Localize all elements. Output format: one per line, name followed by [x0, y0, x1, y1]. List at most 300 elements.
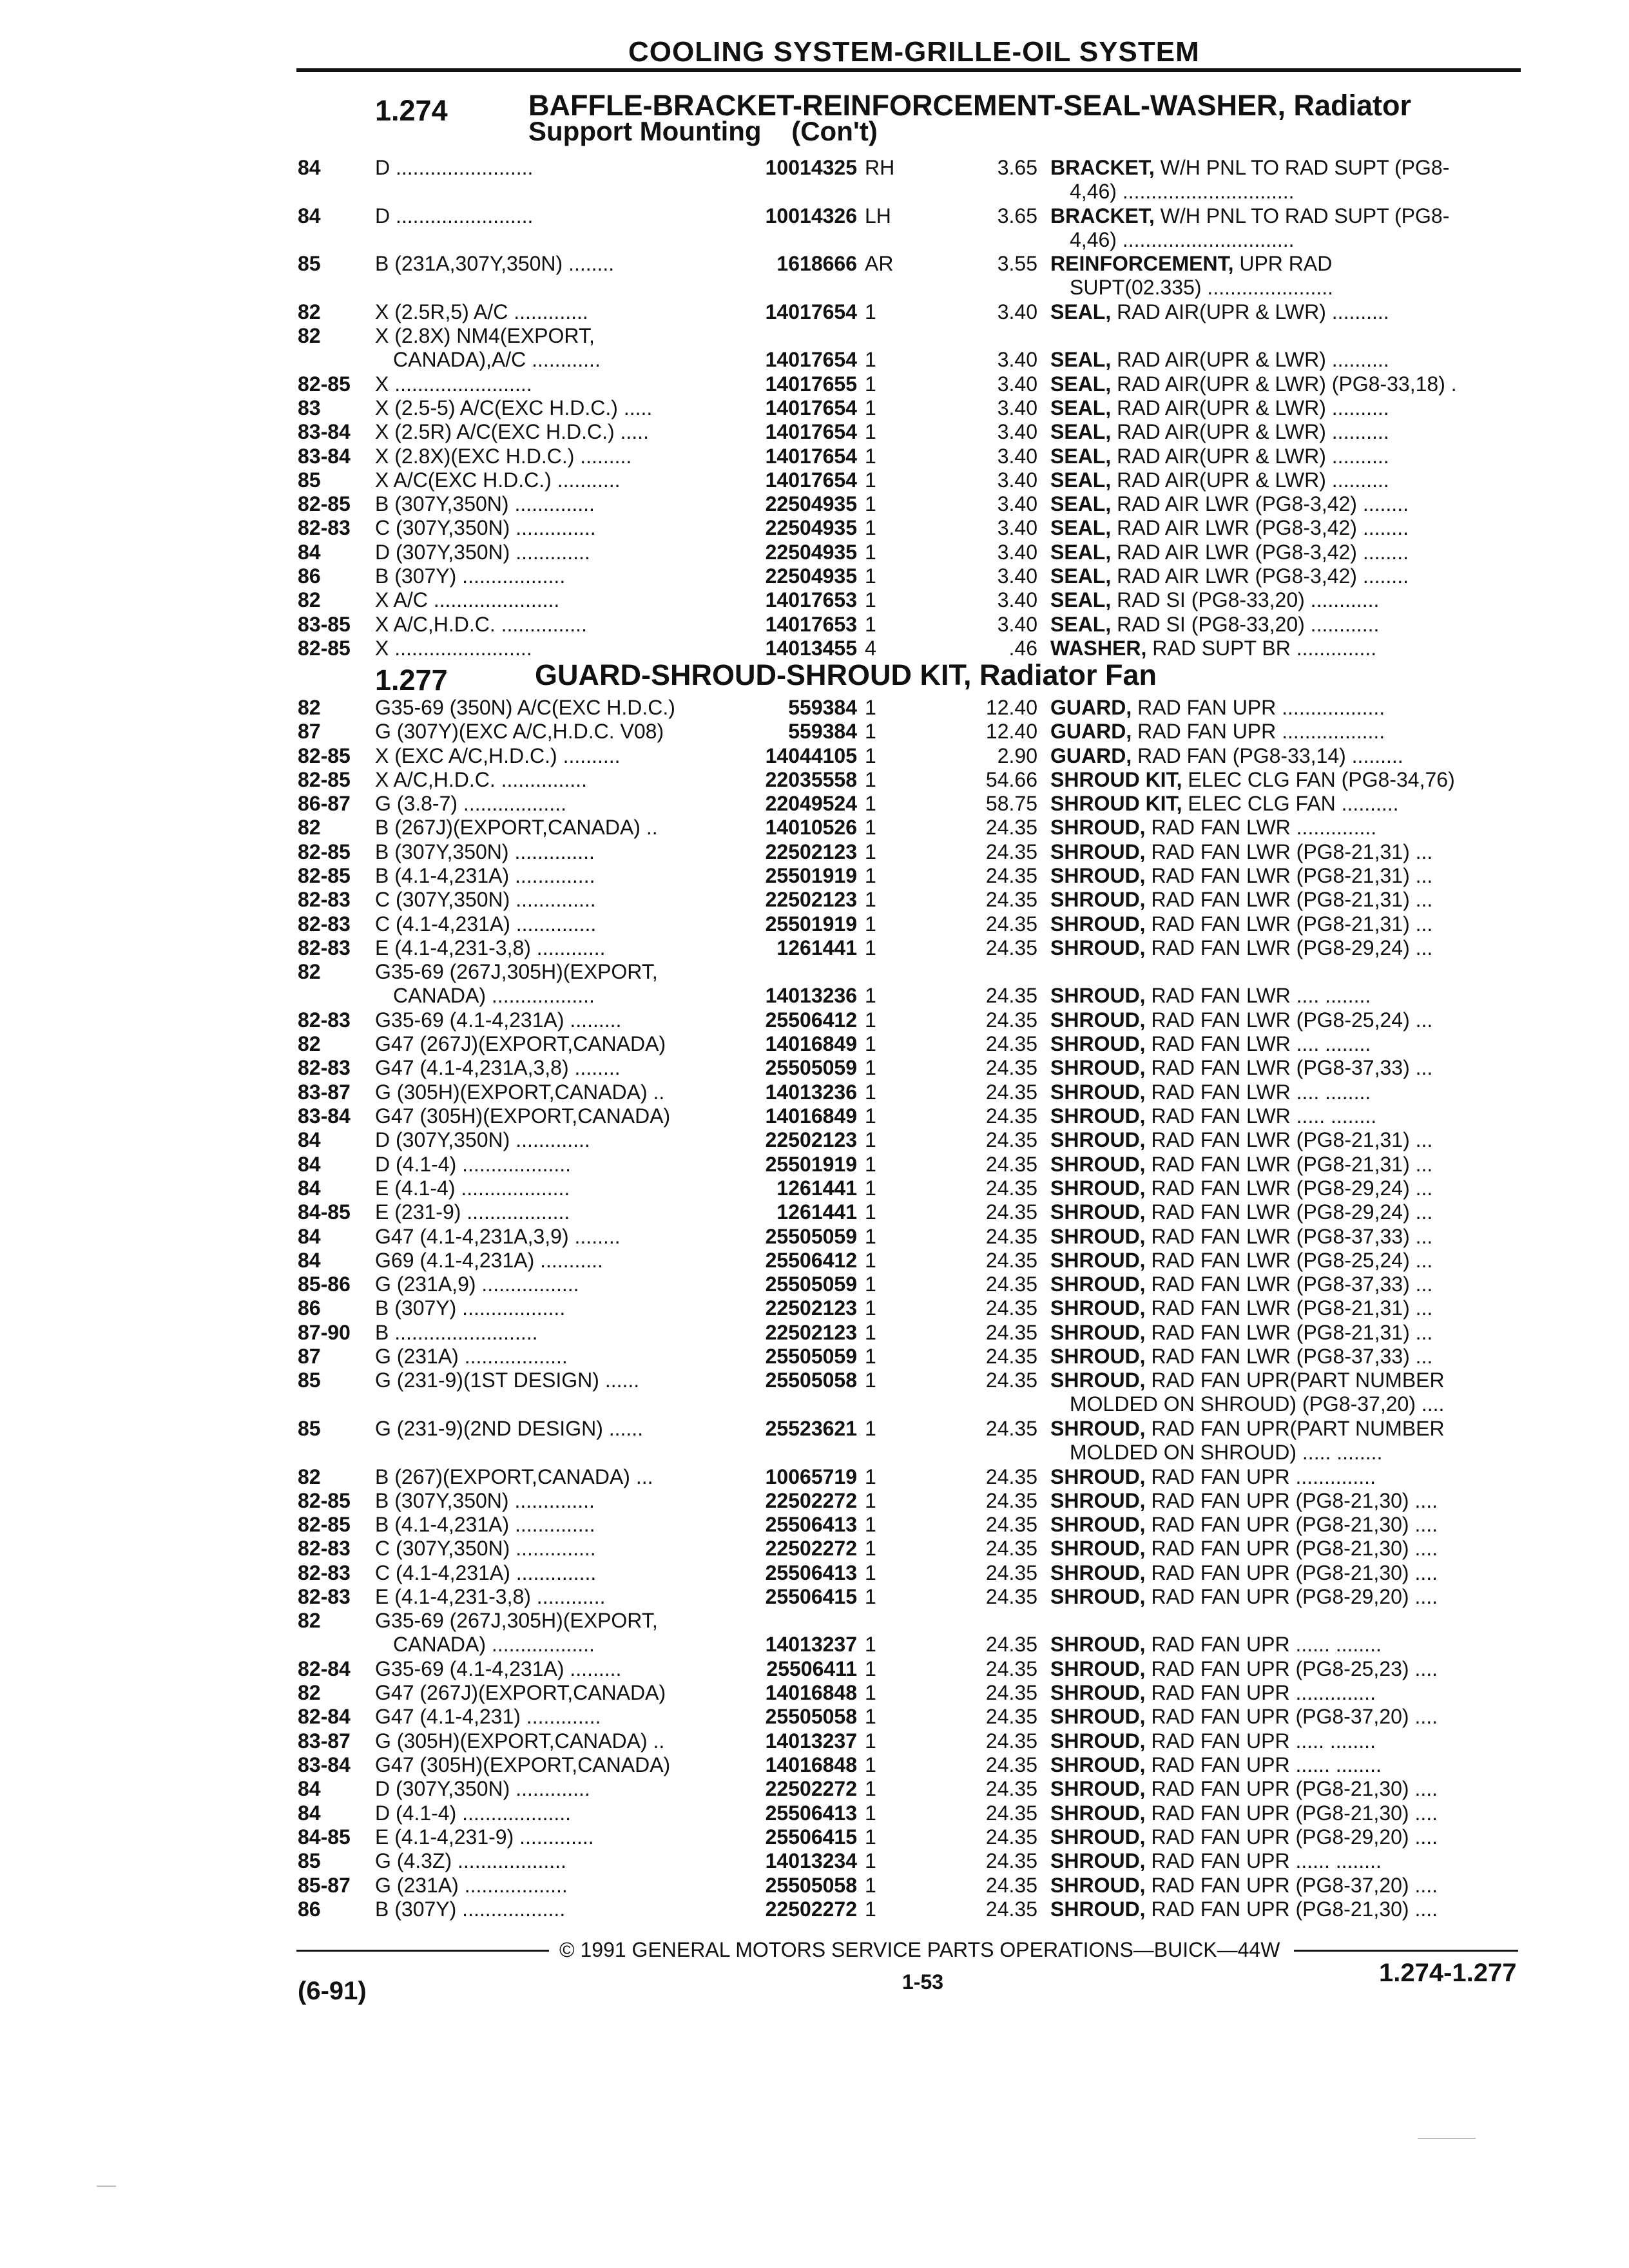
price: 24.35: [985, 1849, 1037, 1873]
body-engine-description: [375, 1128, 736, 1152]
part-name-detail: RAD FAN UPR (PG8-25,23) ....: [1145, 1657, 1438, 1680]
quantity: 1: [865, 1897, 876, 1921]
price: 3.40: [997, 468, 1037, 492]
part-name-detail: RAD FAN UPR(PART NUMBER: [1145, 1369, 1445, 1392]
part-name: [1050, 768, 1521, 792]
part-number: 22502123: [765, 840, 857, 863]
price: 24.35: [985, 1008, 1037, 1032]
description-line: D (307Y,350N) .............: [375, 1128, 590, 1152]
part-name: [1050, 1753, 1521, 1777]
part-name-main: SHROUD,: [1050, 864, 1146, 888]
part-name-main: SEAL,: [1050, 468, 1112, 492]
description-line: G (305H)(EXPORT,CANADA) ..: [375, 1080, 665, 1104]
part-name-continuation: MOLDED ON SHROUD) (PG8-37,20) ....: [1070, 1392, 1445, 1416]
model-year: 82-83: [298, 1537, 351, 1561]
part-name-detail: RAD FAN UPR (PG8-29,20) ....: [1145, 1825, 1438, 1849]
part-name: [1050, 348, 1521, 372]
price: 24.35: [985, 1224, 1037, 1248]
part-name: [1050, 252, 1521, 300]
part-name-detail: RAD FAN UPR (PG8-21,30) ....: [1145, 1561, 1438, 1584]
footer-section-range: 1.274-1.277: [1379, 1959, 1517, 1987]
part-name-main: SEAL,: [1050, 540, 1112, 564]
part-name-main: SHROUD,: [1050, 1465, 1146, 1488]
footer-rule-right: [1294, 1950, 1518, 1952]
part-number: 25505059: [765, 1345, 857, 1369]
table-row: [0, 1104, 1629, 1128]
part-name-detail: RAD FAN LWR (PG8-37,33) ...: [1145, 1273, 1433, 1296]
quantity: 1: [865, 792, 876, 816]
body-engine-description: [375, 1609, 736, 1657]
section-title: GUARD-SHROUD-SHROUD KIT, Radiator Fan: [535, 658, 1157, 691]
body-engine-description: [375, 445, 736, 468]
part-name-main: SHROUD,: [1050, 816, 1146, 840]
part-name-main: SHROUD,: [1050, 1488, 1146, 1512]
quantity: 1: [865, 912, 876, 936]
price: 24.35: [985, 1273, 1037, 1296]
part-name-main: SHROUD,: [1050, 1080, 1146, 1104]
price: 24.35: [985, 1537, 1037, 1561]
price: 3.40: [997, 612, 1037, 636]
quantity: 1: [865, 984, 876, 1008]
quantity: 1: [865, 1681, 876, 1705]
price: 3.40: [997, 492, 1037, 516]
model-year: 82: [298, 696, 321, 719]
price: 3.40: [997, 540, 1037, 564]
part-name-detail: RAD FAN UPR (PG8-21,30) ....: [1145, 1777, 1438, 1801]
part-name-main: SHROUD,: [1050, 1873, 1146, 1897]
table-row: [0, 1417, 1629, 1465]
price: 24.35: [985, 1200, 1037, 1224]
body-engine-description: [375, 1153, 736, 1177]
table-row: [0, 1032, 1629, 1056]
part-name: [1050, 1705, 1521, 1729]
quantity: 1: [865, 1488, 876, 1512]
table-row: [0, 864, 1629, 888]
body-engine-description: [375, 864, 736, 888]
description-line: X ........................: [375, 636, 532, 660]
part-number: 14017654: [765, 348, 857, 372]
part-name: [1050, 204, 1521, 252]
part-number: 10014325: [765, 156, 857, 179]
table-row: [0, 1008, 1629, 1032]
description-line: X A/C(EXC H.D.C.) ...........: [375, 468, 621, 492]
part-name-main: SHROUD,: [1050, 1897, 1146, 1921]
part-name: [1050, 1249, 1521, 1273]
quantity: 1: [865, 1080, 876, 1104]
quantity: AR: [865, 252, 894, 276]
part-name-detail: RAD FAN UPR ..............: [1145, 1465, 1376, 1488]
part-name: [1050, 1537, 1521, 1561]
table-row: [0, 1153, 1629, 1177]
quantity: 1: [865, 1465, 876, 1488]
table-row: [0, 1609, 1629, 1657]
part-number: 14013455: [765, 636, 857, 660]
part-number: 22504935: [765, 540, 857, 564]
quantity: 1: [865, 468, 876, 492]
part-name-detail: ELEC CLG FAN ..........: [1182, 792, 1399, 816]
part-number: 14016848: [765, 1681, 857, 1705]
part-name-main: SHROUD,: [1050, 1753, 1146, 1777]
description-line: B (307Y) ..................: [375, 1897, 566, 1921]
body-engine-description: [375, 912, 736, 936]
part-name: [1050, 1177, 1521, 1200]
body-engine-description: [375, 204, 736, 228]
part-name: [1050, 1153, 1521, 1177]
table-row: [0, 912, 1629, 936]
body-engine-description: [375, 1273, 736, 1296]
body-engine-description: [375, 768, 736, 792]
part-name: [1050, 1561, 1521, 1585]
part-number: 10014326: [765, 204, 857, 227]
part-number: 14017654: [765, 420, 857, 444]
part-name-detail: W/H PNL TO RAD SUPT (PG8-: [1154, 156, 1450, 179]
part-name-detail: RAD FAN UPR (PG8-37,20) ....: [1145, 1873, 1438, 1897]
page-header-title: COOLING SYSTEM-GRILLE-OIL SYSTEM: [628, 36, 1200, 68]
body-engine-description: [375, 324, 736, 372]
body-engine-description: [375, 1657, 736, 1681]
price: 24.35: [985, 1296, 1037, 1320]
part-number: 14013237: [765, 1633, 857, 1657]
quantity: 1: [865, 1561, 876, 1584]
part-name: [1050, 1633, 1521, 1657]
model-year: 82-85: [298, 372, 351, 396]
part-name-detail: RAD AIR LWR (PG8-3,42) ........: [1111, 540, 1409, 564]
model-year: 82: [298, 1609, 321, 1633]
part-name-main: SHROUD,: [1050, 984, 1146, 1008]
part-name-continuation: 4,46) ..............................: [1070, 227, 1295, 251]
part-name-main: SHROUD,: [1050, 840, 1146, 863]
part-name-main: SHROUD,: [1050, 1273, 1146, 1296]
part-name: [1050, 420, 1521, 444]
price: 24.35: [985, 1705, 1037, 1729]
price: 3.40: [997, 444, 1037, 468]
part-name: [1050, 1273, 1521, 1296]
body-engine-description: [375, 300, 736, 324]
description-line: B (4.1-4,231A) ..............: [375, 1513, 595, 1537]
description-line: D (4.1-4) ...................: [375, 1801, 572, 1825]
price: 24.35: [985, 984, 1037, 1008]
description-line: E (4.1-4,231-3,8) ............: [375, 1584, 606, 1608]
description-line: G (231-9)(2ND DESIGN) ......: [375, 1416, 644, 1440]
part-name-main: SEAL,: [1050, 588, 1112, 612]
part-name: [1050, 792, 1521, 816]
part-number: 559384: [788, 720, 857, 744]
part-name-detail: RAD FAN LWR .... ........: [1145, 1032, 1371, 1056]
part-name-detail: RAD FAN LWR ..... ........: [1145, 1104, 1377, 1128]
table-row: [0, 637, 1629, 660]
part-name-detail: RAD AIR(UPR & LWR) ..........: [1111, 348, 1389, 372]
table-row: [0, 1056, 1629, 1080]
model-year: 82: [298, 1681, 321, 1705]
table-row: [0, 1321, 1629, 1345]
part-name: [1050, 1489, 1521, 1513]
price: .46: [1008, 636, 1037, 660]
part-number: 25506412: [765, 1248, 857, 1272]
part-name: [1050, 888, 1521, 912]
table-row: [0, 744, 1629, 768]
part-name-main: REINFORCEMENT,: [1050, 252, 1234, 276]
price: 3.40: [997, 372, 1037, 396]
price: 24.35: [985, 840, 1037, 863]
part-name-detail: W/H PNL TO RAD SUPT (PG8-: [1154, 204, 1450, 227]
part-name-detail: RAD FAN UPR ..... ........: [1145, 1729, 1376, 1753]
parts-table-section-2: [0, 696, 1629, 1921]
part-name: [1050, 637, 1521, 660]
model-year: 82-85: [298, 1513, 351, 1537]
part-name-main: BRACKET,: [1050, 204, 1155, 227]
model-year: 83-84: [298, 1104, 351, 1128]
part-name-detail: RAD FAN LWR (PG8-29,24) ...: [1145, 1176, 1433, 1200]
part-number: 559384: [788, 696, 857, 719]
part-name: [1050, 1369, 1521, 1416]
body-engine-description: [375, 1225, 736, 1249]
model-year: 85-86: [298, 1273, 351, 1296]
description-line: B (267J)(EXPORT,CANADA) ..: [375, 816, 658, 840]
part-number: 25505059: [765, 1224, 857, 1248]
part-name: [1050, 1345, 1521, 1369]
part-name-detail: RAD FAN UPR (PG8-21,30) ....: [1145, 1488, 1438, 1512]
part-number: 25506413: [765, 1561, 857, 1584]
part-number: 22049524: [765, 792, 857, 816]
price: 24.35: [985, 1128, 1037, 1152]
part-name: [1050, 816, 1521, 840]
table-row: [0, 204, 1629, 253]
quantity: 1: [865, 1224, 876, 1248]
description-line: G47 (4.1-4,231A,3,8) ........: [375, 1056, 621, 1080]
table-row: [0, 252, 1629, 300]
part-name-continuation: MOLDED ON SHROUD) ..... ........: [1070, 1440, 1383, 1464]
part-name-main: WASHER,: [1050, 636, 1147, 660]
body-engine-description: [375, 960, 736, 1008]
model-year: 87: [298, 720, 321, 744]
part-number: 22502123: [765, 1296, 857, 1320]
price: 3.40: [997, 516, 1037, 540]
part-name-main: SHROUD,: [1050, 912, 1146, 936]
part-name-main: SHROUD,: [1050, 1801, 1146, 1825]
part-name-detail: RAD FAN UPR ...... ........: [1145, 1633, 1382, 1657]
part-name-detail: RAD FAN (PG8-33,14) .........: [1132, 744, 1403, 767]
part-name: [1050, 744, 1521, 768]
part-name-detail: RAD FAN LWR (PG8-21,31) ...: [1145, 1320, 1433, 1344]
part-number: 25505058: [765, 1705, 857, 1729]
part-name: [1050, 445, 1521, 468]
part-name: [1050, 372, 1521, 396]
table-row: [0, 588, 1629, 612]
part-number: 25506412: [765, 1008, 857, 1032]
body-engine-description: [375, 1081, 736, 1104]
description-line: G35-69 (267J,305H)(EXPORT,: [375, 960, 658, 984]
body-engine-description: [375, 1537, 736, 1561]
quantity: 1: [865, 1032, 876, 1056]
section-number: 1.274: [375, 94, 448, 127]
part-number: 25501919: [765, 864, 857, 888]
body-engine-description: [375, 888, 736, 912]
table-row: [0, 1273, 1629, 1296]
table-row: [0, 1489, 1629, 1513]
part-name-detail: RAD AIR(UPR & LWR) ..........: [1111, 420, 1389, 444]
description-line: D (4.1-4) ...................: [375, 1152, 572, 1176]
part-name-detail: RAD FAN UPR ...... ........: [1145, 1849, 1382, 1873]
part-name-main: SHROUD,: [1050, 1104, 1146, 1128]
price: 24.35: [985, 864, 1037, 888]
part-name-main: SHROUD,: [1050, 1248, 1146, 1272]
description-line: B (231A,307Y,350N) ........: [375, 252, 615, 276]
quantity: RH: [865, 156, 895, 179]
footer-rule-left: [296, 1950, 549, 1952]
price: 3.40: [997, 348, 1037, 372]
description-line-2: CANADA) ..................: [393, 984, 595, 1008]
part-name-main: SHROUD KIT,: [1050, 792, 1182, 816]
model-year: 85: [298, 1849, 321, 1873]
part-name: [1050, 1321, 1521, 1345]
part-name: [1050, 468, 1521, 492]
table-row: [0, 324, 1629, 372]
part-name-detail: UPR RAD: [1233, 252, 1333, 276]
part-number: 14017653: [765, 588, 857, 612]
part-name-main: SHROUD,: [1050, 1176, 1146, 1200]
quantity: 1: [865, 696, 876, 719]
part-name-detail: RAD FAN LWR (PG8-29,24) ...: [1145, 936, 1433, 959]
part-name-main: SHROUD,: [1050, 1849, 1146, 1873]
part-number: 25523621: [765, 1416, 857, 1440]
model-year: 86: [298, 1296, 321, 1320]
body-engine-description: [375, 541, 736, 564]
table-row: [0, 1177, 1629, 1200]
price: 24.35: [985, 1104, 1037, 1128]
quantity: 1: [865, 720, 876, 744]
price: 24.35: [985, 1873, 1037, 1897]
description-line: D ........................: [375, 156, 534, 179]
model-year: 84: [298, 1777, 321, 1801]
quantity: 1: [865, 1152, 876, 1176]
description-line: G35-69 (350N) A/C(EXC H.D.C.): [375, 696, 675, 719]
part-name: [1050, 588, 1521, 612]
part-name: [1050, 300, 1521, 324]
parts-table-section-1: [0, 156, 1629, 660]
price: 24.35: [985, 1897, 1037, 1921]
price: 24.35: [985, 1488, 1037, 1512]
part-number: 14013237: [765, 1729, 857, 1753]
table-row: [0, 1200, 1629, 1224]
part-name-detail: RAD SI (PG8-33,20) ............: [1111, 612, 1380, 636]
part-name-main: SHROUD KIT,: [1050, 767, 1182, 791]
part-name-main: SHROUD,: [1050, 1008, 1146, 1032]
quantity: 1: [865, 888, 876, 912]
part-number: 14017654: [765, 468, 857, 492]
price: 24.35: [985, 1416, 1037, 1440]
body-engine-description: [375, 1200, 736, 1224]
description-line: G35-69 (4.1-4,231A) .........: [375, 1008, 622, 1032]
part-name-detail: RAD FAN LWR (PG8-29,24) ...: [1145, 1200, 1433, 1224]
description-line: X (2.8X) NM4(EXPORT,: [375, 324, 595, 348]
body-engine-description: [375, 840, 736, 864]
model-year: 82-83: [298, 1008, 351, 1032]
description-line: C (307Y,350N) ..............: [375, 516, 596, 540]
part-number: 22502272: [765, 1777, 857, 1801]
table-row: [0, 1249, 1629, 1273]
description-line: G69 (4.1-4,231A) ...........: [375, 1248, 603, 1272]
part-name-detail: RAD FAN LWR .... ........: [1145, 1080, 1371, 1104]
model-year: 82-85: [298, 767, 351, 791]
price: 24.35: [985, 1465, 1037, 1488]
description-line: G (231A,9) .................: [375, 1273, 579, 1296]
price: 24.35: [985, 888, 1037, 912]
quantity: 1: [865, 1753, 876, 1777]
part-number: 10065719: [765, 1465, 857, 1488]
body-engine-description: [375, 1465, 736, 1489]
part-name: [1050, 1802, 1521, 1825]
part-name-main: SHROUD,: [1050, 1296, 1146, 1320]
body-engine-description: [375, 1513, 736, 1537]
price: 54.66: [985, 767, 1037, 791]
table-row: [0, 613, 1629, 637]
description-line: X (EXC A/C,H.D.C.) ..........: [375, 744, 621, 767]
quantity: 1: [865, 1104, 876, 1128]
table-row: [0, 816, 1629, 840]
part-name-main: SEAL,: [1050, 396, 1112, 419]
quantity: 1: [865, 372, 876, 396]
table-row: [0, 516, 1629, 540]
part-number: 14017654: [765, 396, 857, 419]
model-year: 82-83: [298, 516, 351, 540]
body-engine-description: [375, 1008, 736, 1032]
price: 24.35: [985, 1777, 1037, 1801]
part-name-main: SHROUD,: [1050, 1369, 1146, 1392]
part-number: 14016848: [765, 1753, 857, 1777]
model-year: 82-83: [298, 1056, 351, 1080]
model-year: 85: [298, 1416, 321, 1440]
part-name-main: SHROUD,: [1050, 1633, 1146, 1657]
part-name-main: GUARD,: [1050, 696, 1132, 719]
part-name: [1050, 936, 1521, 960]
model-year: 83-84: [298, 1753, 351, 1777]
price: 24.35: [985, 1056, 1037, 1080]
description-line: X A/C,H.D.C. ...............: [375, 767, 587, 791]
part-number: 25506415: [765, 1584, 857, 1608]
description-line: X A/C,H.D.C. ...............: [375, 612, 587, 636]
description-line: B (307Y,350N) ..............: [375, 840, 595, 863]
table-row: [0, 1705, 1629, 1729]
quantity: 1: [865, 516, 876, 540]
part-name-detail: RAD FAN UPR ..................: [1132, 696, 1385, 719]
part-name-detail: RAD FAN UPR (PG8-21,30) ....: [1145, 1513, 1438, 1537]
model-year: 82: [298, 960, 321, 984]
part-name-main: SHROUD,: [1050, 1681, 1146, 1705]
part-name-detail: RAD AIR LWR (PG8-3,42) ........: [1111, 492, 1409, 516]
table-row: [0, 541, 1629, 564]
part-name-main: SHROUD,: [1050, 1032, 1146, 1056]
part-name: [1050, 1032, 1521, 1056]
part-number: 14013236: [765, 984, 857, 1008]
price: 3.40: [997, 588, 1037, 612]
model-year: 84: [298, 1248, 321, 1272]
part-name: [1050, 1200, 1521, 1224]
body-engine-description: [375, 156, 736, 180]
table-row: [0, 1128, 1629, 1152]
part-number: 25501919: [765, 1152, 857, 1176]
part-number: 25505059: [765, 1056, 857, 1080]
part-name-main: SEAL,: [1050, 612, 1112, 636]
part-name-main: SHROUD,: [1050, 1777, 1146, 1801]
description-line: G (231A) ..................: [375, 1345, 568, 1369]
quantity: 1: [865, 1537, 876, 1561]
part-number: 14016849: [765, 1032, 857, 1056]
body-engine-description: [375, 396, 736, 420]
description-line: B (307Y) ..................: [375, 564, 566, 588]
description-line: D (307Y,350N) .............: [375, 540, 590, 564]
part-name: [1050, 1008, 1521, 1032]
part-number: 25506413: [765, 1801, 857, 1825]
